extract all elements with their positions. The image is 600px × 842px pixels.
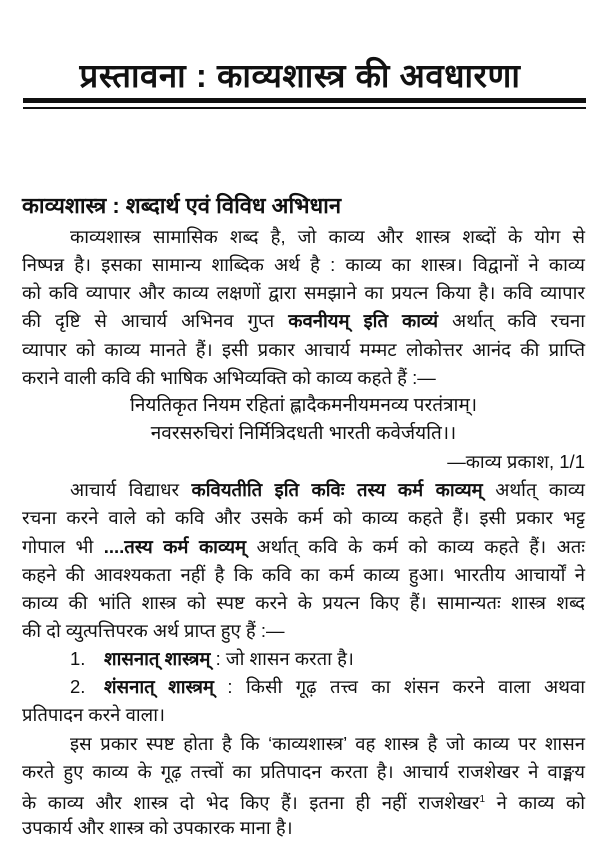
text: काव्यशास्त्र सामासिक शब्द है, जो काव्य और शास्त्र शब्दों के योग से xyxy=(70,226,585,247)
list-term: शासनात् शास्त्रम् xyxy=(104,648,211,670)
text-line xyxy=(22,336,585,364)
paragraph-2 xyxy=(22,476,585,645)
body-text xyxy=(22,223,585,842)
list-text: : किसी गूढ़ तत्त्व का शंसन करने वाला अथवा xyxy=(213,676,585,698)
text-line xyxy=(22,617,585,645)
verse-line: नियतिकृत नियम रहितां ह्लादैकमनीयमनव्य परतंत्राम्। xyxy=(129,394,478,416)
text-line xyxy=(22,730,585,758)
text: अर्थात् काव्य xyxy=(482,479,585,501)
text: करते हुए काव्य के गूढ़ तत्त्वों का प्रतिपादन करता है। आचार्य राजशेखर ने वाङ्मय xyxy=(22,760,585,782)
list-item xyxy=(22,645,585,673)
paragraph-1 xyxy=(22,223,585,392)
list-item xyxy=(22,673,585,701)
verse-citation: —काव्य प्रकाश, 1/1 xyxy=(447,451,585,473)
list-number: 2. xyxy=(70,676,86,698)
text: निष्पन्न है। इसका सामान्य शाब्दिक अर्थ है : काव्य का शास्त्र। विद्वानों ने काव्य xyxy=(22,254,585,276)
text: के काव्य और शास्त्र दो भेद किए हैं। इतना ही नहीं राजशेखर xyxy=(22,791,480,813)
list-term: शंसनात् शास्त्रम् xyxy=(104,676,214,698)
text-line xyxy=(22,279,585,307)
text-line xyxy=(22,533,585,561)
title-rule-thick xyxy=(23,98,586,103)
text: रचना करने वाले को कवि और उसके कर्म को काव्य कहते हैं। इसी प्रकार भट्ट xyxy=(22,507,585,529)
text: की दो व्युत्पत्तिपरक अर्थ प्राप्त हुए हैं :— xyxy=(22,619,285,641)
text: की दृष्टि से आचार्य अभिनव गुप्त xyxy=(22,310,289,332)
text: को कवि व्यापार और काव्य लक्षणों द्वारा समझाने का प्रयत्न किया है। कवि व्यापार xyxy=(22,282,585,304)
text: ने काव्य को xyxy=(485,791,585,813)
text-line xyxy=(22,251,585,279)
text-line xyxy=(22,364,585,392)
list-item-continuation: प्रतिपादन करने वाला। xyxy=(22,704,165,726)
sanskrit-quote: ....तस्य कर्म काव्यम् xyxy=(103,535,247,557)
text: कहने की आवश्यकता नहीं है कि कवि का कर्म काव्य हुआ। भारतीय आचार्यों ने xyxy=(22,563,585,585)
text: कराने वाली कवि की भाषिक अभिव्यक्ति को काव्य कहते हैं :— xyxy=(22,366,436,388)
paragraph-3 xyxy=(22,730,585,842)
list-text: : जो शासन करता है। xyxy=(210,648,354,670)
chapter-title: प्रस्तावना : काव्यशास्त्र की अवधारणा xyxy=(79,57,521,94)
verse-line: नवरसरुचिरां निर्मित्रिदधती भारती कवेर्जयति।। xyxy=(150,422,457,444)
verse-block xyxy=(22,392,585,476)
text: व्यापार को काव्य मानते हैं। इसी प्रकार आचार्य मम्मट लोकोत्तर आनंद की प्राप्ति xyxy=(22,338,585,360)
sanskrit-quote: कवनीयम् इति काव्यं xyxy=(288,310,439,332)
text: उपकार्य और शास्त्र को उपकारक माना है। xyxy=(22,816,293,838)
text-line xyxy=(22,307,585,335)
text-line xyxy=(22,504,585,532)
text: आचार्य विद्याधर xyxy=(70,479,192,501)
text: इस प्रकार स्पष्ट होता है कि ‘काव्यशास्त्र’ वह शास्त्र है जो काव्य पर शासन xyxy=(70,732,585,754)
numbered-list xyxy=(22,645,585,729)
text-line xyxy=(22,561,585,589)
text: गोपाल भी xyxy=(22,535,104,557)
footnote-marker: 1 xyxy=(479,793,486,805)
list-number: 1. xyxy=(70,648,86,670)
title-rule-thin xyxy=(23,107,586,109)
text-line xyxy=(22,589,585,617)
text-line xyxy=(22,786,585,814)
text-line xyxy=(22,476,585,504)
text-line xyxy=(22,223,585,251)
text: काव्य की भांति शास्त्र को स्पष्ट करने के प्रयत्न किए हैं। सामान्यतः शास्त्र शब्द xyxy=(22,591,585,613)
section-heading: काव्यशास्त्र : शब्दार्थ एवं विविध अभिधान xyxy=(22,193,342,218)
sanskrit-quote: कवियतीति इति कविः तस्य कर्म काव्यम् xyxy=(191,479,483,501)
text-line xyxy=(22,758,585,786)
text: अर्थात् कवि के कर्म को काव्य कहते हैं। अतः xyxy=(246,535,585,557)
text: अर्थात् कवि रचना xyxy=(438,310,586,332)
